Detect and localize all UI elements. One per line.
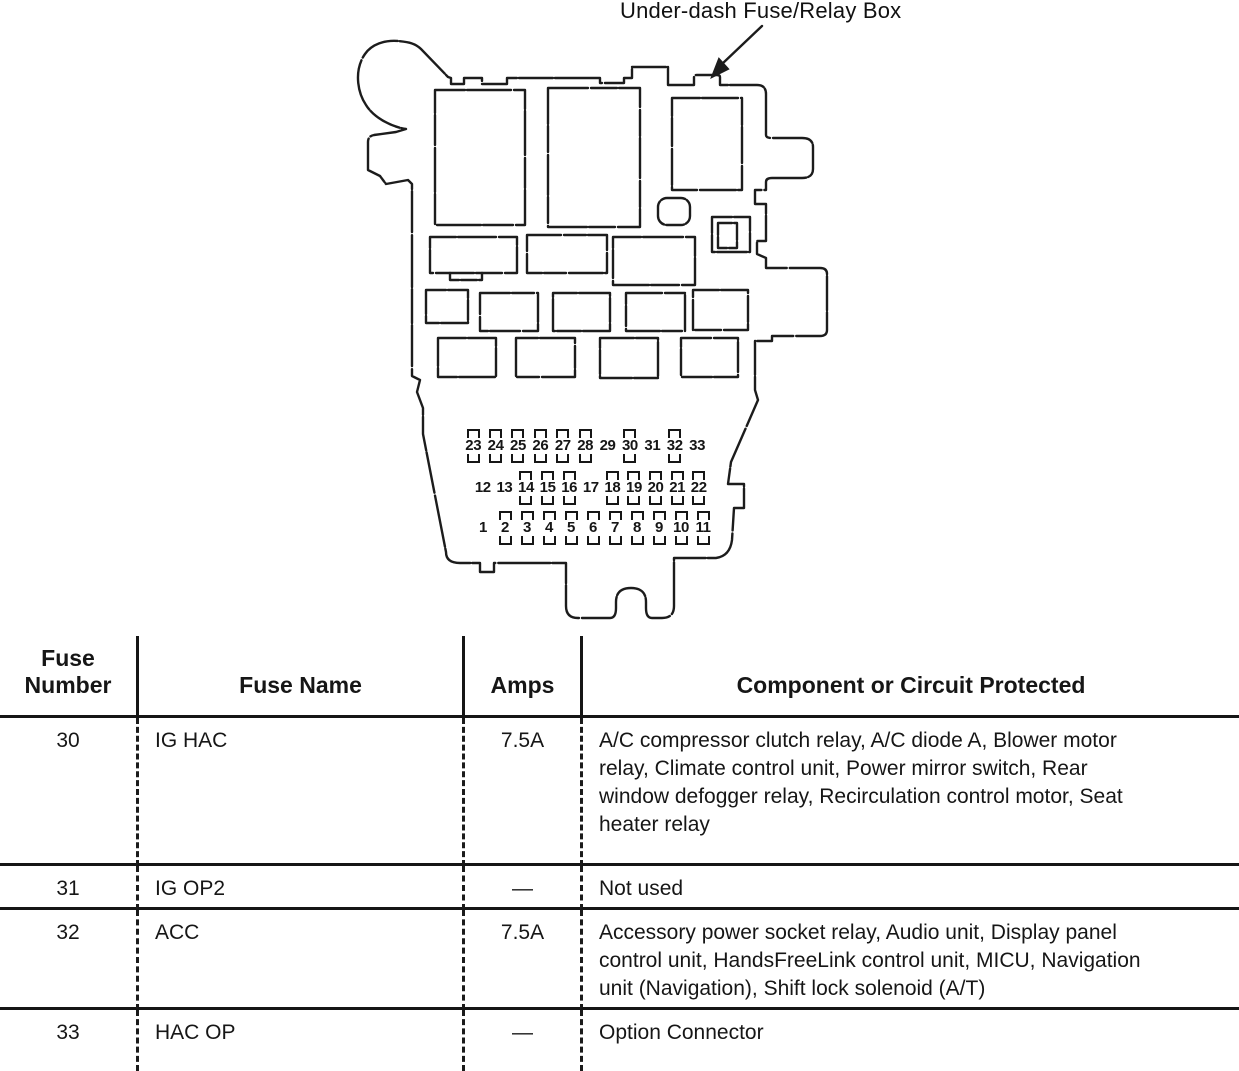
fuse-number-label: 32	[666, 437, 683, 454]
fuse-slot-bracket-bottom	[671, 496, 684, 505]
relay-large-1	[435, 90, 525, 225]
fuse-slot-bracket-bottom	[563, 496, 576, 505]
table-row-cell-amps: 7.5A	[462, 718, 580, 866]
fuse-slot-11	[692, 511, 714, 545]
fuse-slot-26	[529, 429, 551, 463]
table-row-cell-name: HAC OP	[136, 1010, 462, 1071]
table-row-cell-component: Not used	[580, 866, 1239, 910]
fuse-number-label: 21	[669, 479, 686, 496]
relay-row2-3	[553, 293, 610, 331]
table-row-cell-name: ACC	[136, 910, 462, 1010]
fuse-slot-25	[507, 429, 529, 463]
header-fuse-name: Fuse Name	[136, 636, 462, 718]
table-row-cell-name: IG OP2	[136, 866, 462, 910]
relay-row3-2	[516, 338, 575, 377]
relay-mid-2	[527, 235, 607, 273]
fuse-number-label: 3	[523, 519, 531, 536]
fuse-slot-18	[602, 471, 624, 505]
fuse-number-label: 17	[582, 479, 599, 496]
table-row-cell-number: 32	[0, 910, 136, 1010]
fuse-number-label: 15	[539, 479, 556, 496]
table-row-cell-number: 33	[56, 1021, 80, 1044]
fuse-number-label: 12	[474, 479, 491, 496]
fuse-slot-7	[604, 511, 626, 545]
fuse-number-label: 22	[690, 479, 707, 496]
connector-inner	[718, 223, 737, 248]
fuse-slot-6	[582, 511, 604, 545]
relay-row2-1	[426, 290, 468, 323]
fuse-slot-3	[516, 511, 538, 545]
fuse-slot-22	[688, 471, 710, 505]
fuse-slot-bracket-bottom	[668, 454, 681, 463]
fuse-slot-16	[558, 471, 580, 505]
fuse-slot-33	[686, 429, 708, 463]
fuse-number-label: 1	[479, 519, 487, 536]
relay-row2-2	[480, 293, 538, 331]
fuse-slot-8	[626, 511, 648, 545]
fuse-number-label: 29	[599, 437, 616, 454]
fuse-number-label: 14	[518, 479, 534, 496]
fuse-slot-27	[552, 429, 574, 463]
table-row-cell-number: 30	[0, 718, 136, 866]
fuse-slot-1	[472, 511, 494, 545]
fuse-slot-17	[580, 471, 602, 505]
fuse-number-label: 6	[589, 519, 597, 536]
fuse-slot-bracket-bottom	[467, 454, 480, 463]
fuse-number-label: 31	[644, 437, 661, 454]
fuse-slot-30	[619, 429, 641, 463]
table-row-cell-amps: —	[462, 1010, 580, 1071]
relay-large-2	[548, 88, 640, 227]
fuse-slot-bracket-bottom	[587, 536, 600, 545]
fuse-slot-bracket-bottom	[627, 496, 640, 505]
fuse-slot-15	[537, 471, 559, 505]
fuse-slot-bracket-bottom	[623, 454, 636, 463]
relay-row2-4	[626, 293, 685, 331]
fuse-number-label: 8	[633, 519, 641, 536]
relay-mid-3	[613, 237, 695, 285]
fuse-slot-20	[645, 471, 667, 505]
fuse-slot-bracket-bottom	[609, 536, 622, 545]
fuse-slot-21	[666, 471, 688, 505]
header-fuse-number: Fuse Number	[0, 636, 136, 718]
header-component: Component or Circuit Protected	[580, 636, 1239, 718]
fuse-slot-9	[648, 511, 670, 545]
relay-mid-1	[430, 237, 517, 273]
fuse-table	[0, 636, 1239, 1071]
header-amps: Amps	[462, 636, 580, 718]
fuse-number-label: 4	[545, 519, 553, 536]
fuse-slot-bracket-bottom	[606, 496, 619, 505]
table-row-cell-name: IG HAC	[136, 718, 462, 866]
fuse-slot-4	[538, 511, 560, 545]
callout-arrow-line	[722, 26, 762, 64]
relay-large-3	[672, 98, 742, 190]
fuse-slot-19	[623, 471, 645, 505]
fuse-slot-14	[515, 471, 537, 505]
fuse-slot-bracket-bottom	[692, 496, 705, 505]
relay-small-blob	[658, 198, 690, 225]
fuse-number-label: 30	[621, 437, 638, 454]
table-row-cell-amps: —	[462, 866, 580, 910]
fuse-slot-13	[494, 471, 516, 505]
fuse-slot-29	[596, 429, 618, 463]
fuse-number-label: 19	[626, 479, 642, 496]
fuse-number-label: 11	[695, 519, 711, 536]
fuse-number-label: 5	[567, 519, 575, 536]
fuse-slot-bracket-bottom	[521, 536, 534, 545]
fuse-number-label: 9	[655, 519, 663, 536]
relay-row3-3	[600, 338, 658, 378]
fuse-slot-bracket-bottom	[541, 496, 554, 505]
table-row-cell-amps: 7.5A	[462, 910, 580, 1010]
relay-row3-1	[438, 338, 496, 377]
fuse-slot-bracket-bottom	[653, 536, 666, 545]
relay-row2-5	[693, 290, 748, 330]
fuse-slot-31	[641, 429, 663, 463]
fuse-number-label: 2	[501, 519, 509, 536]
fuse-number-label: 24	[487, 437, 504, 454]
fuse-number-label: 16	[561, 479, 578, 496]
fuse-slot-28	[574, 429, 596, 463]
fuse-number-label: 28	[577, 437, 594, 454]
fuse-slot-bracket-bottom	[631, 536, 644, 545]
fuse-number-label: 20	[647, 479, 664, 496]
fuse-number-label: 10	[673, 519, 689, 536]
table-row-cell-component: A/C compressor clutch relay, A/C diode A, Blower motor relay, Climate control unit, Power mirror switch, Rear window defogger relay, Recirculation control motor, Seat heater relay	[580, 718, 1239, 866]
relay-row3-4	[681, 338, 738, 377]
figure-label: Under-dash Fuse/Relay Box	[620, 0, 902, 23]
fuse-slot-32	[664, 429, 686, 463]
fuse-slot-5	[560, 511, 582, 545]
fuse-slot-23	[462, 429, 484, 463]
fuse-slot-bracket-bottom	[579, 454, 592, 463]
fuse-number-label: 25	[510, 437, 526, 454]
fuse-row-1-11	[472, 511, 714, 545]
fuse-slot-bracket-bottom	[697, 536, 710, 545]
fuse-slot-10	[670, 511, 692, 545]
fuse-slot-bracket-bottom	[556, 454, 569, 463]
fuse-slot-bracket-bottom	[675, 536, 688, 545]
table-row-cell-component: Option Connector	[580, 1010, 1239, 1071]
fuse-number-label: 33	[689, 437, 706, 454]
fuse-slot-bracket-bottom	[534, 454, 547, 463]
fuse-slot-bracket-bottom	[489, 454, 502, 463]
fuse-slot-bracket-bottom	[499, 536, 512, 545]
fuse-slot-bracket-bottom	[511, 454, 524, 463]
fuse-slot-bracket-bottom	[543, 536, 556, 545]
fuse-number-label: 26	[532, 437, 549, 454]
fuse-row-12-22	[472, 471, 710, 505]
fuse-row-23-33	[462, 429, 708, 463]
fuse-number-label: 18	[604, 479, 621, 496]
fuse-number-label: 27	[554, 437, 571, 454]
fuse-slot-12	[472, 471, 494, 505]
fuse-slot-bracket-bottom	[519, 496, 532, 505]
fuse-slot-24	[484, 429, 506, 463]
fuse-number-label: 23	[465, 437, 482, 454]
fuse-slot-2	[494, 511, 516, 545]
fuse-number-label: 7	[611, 519, 619, 536]
fuse-number-label: 13	[496, 479, 513, 496]
table-row-cell-component: Accessory power socket relay, Audio unit, Display panel control unit, HandsFreeLink control unit, MICU, Navigation unit (Navigation), Shift lock solenoid (A/T)	[580, 910, 1239, 1010]
fuse-slot-bracket-bottom	[649, 496, 662, 505]
table-row-cell-number: 31	[0, 866, 136, 910]
fuse-slot-bracket-bottom	[565, 536, 578, 545]
